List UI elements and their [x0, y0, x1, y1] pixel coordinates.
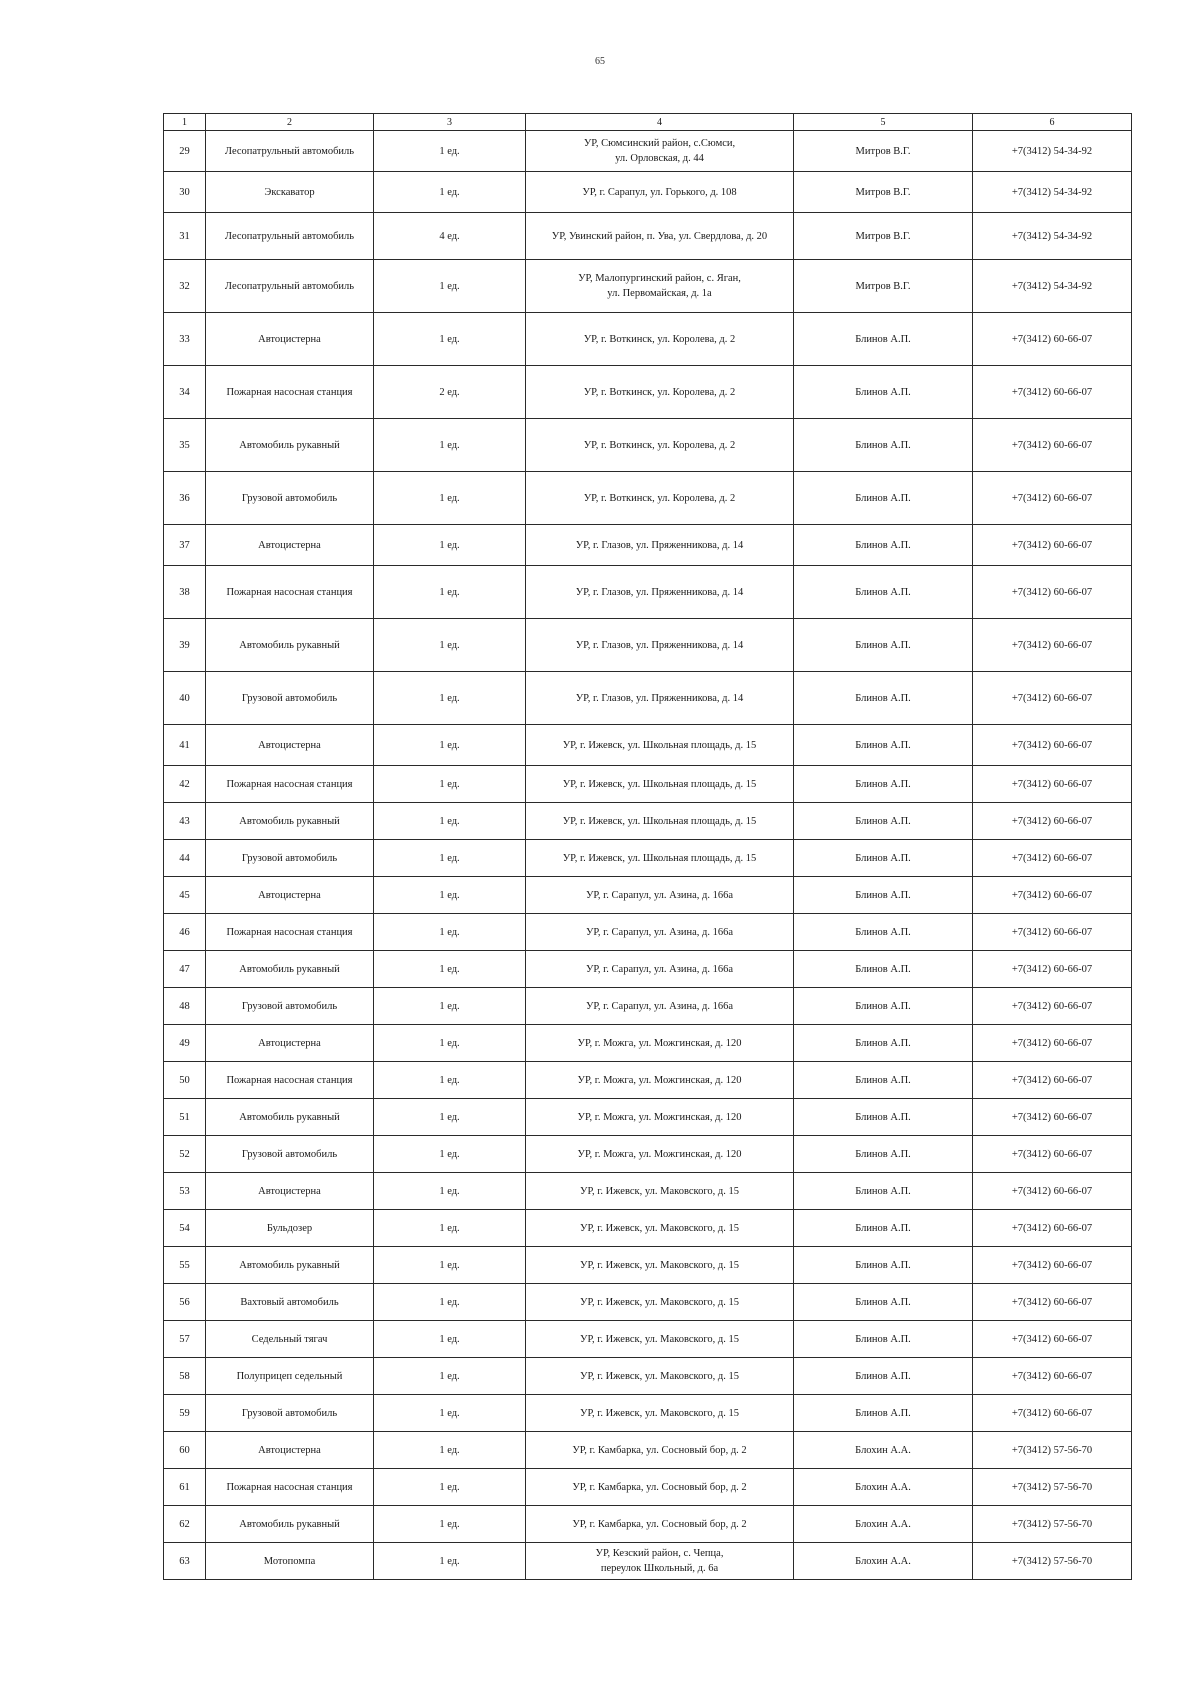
contact-phone: +7(3412) 60-66-07	[973, 1247, 1132, 1284]
equipment-name: Вахтовый автомобиль	[206, 1284, 374, 1321]
row-number: 30	[164, 172, 206, 213]
quantity: 1 ед.	[374, 1432, 526, 1469]
table-row	[164, 840, 1132, 877]
table-row	[164, 1543, 1132, 1580]
location-address: УР, г. Ижевск, ул. Школьная площадь, д. 15	[526, 766, 794, 803]
quantity: 1 ед.	[374, 766, 526, 803]
equipment-name: Автоцистерна	[206, 725, 374, 766]
location-address: УР, г. Воткинск, ул. Королева, д. 2	[526, 472, 794, 525]
responsible-person: Блинов А.П.	[794, 366, 973, 419]
quantity: 1 ед.	[374, 672, 526, 725]
table-row	[164, 951, 1132, 988]
quantity: 1 ед.	[374, 840, 526, 877]
equipment-name: Пожарная насосная станция	[206, 566, 374, 619]
location-address: УР, г. Ижевск, ул. Маковского, д. 15	[526, 1284, 794, 1321]
row-number: 46	[164, 914, 206, 951]
contact-phone: +7(3412) 60-66-07	[973, 1321, 1132, 1358]
responsible-person: Блинов А.П.	[794, 988, 973, 1025]
location-address: УР, г. Воткинск, ул. Королева, д. 2	[526, 366, 794, 419]
equipment-name: Автомобиль рукавный	[206, 1099, 374, 1136]
responsible-person: Блинов А.П.	[794, 840, 973, 877]
table-row	[164, 1284, 1132, 1321]
row-number: 54	[164, 1210, 206, 1247]
contact-phone: +7(3412) 60-66-07	[973, 366, 1132, 419]
equipment-name: Автомобиль рукавный	[206, 1506, 374, 1543]
table-row	[164, 619, 1132, 672]
location-address: УР, г. Сарапул, ул. Азина, д. 166а	[526, 988, 794, 1025]
quantity: 1 ед.	[374, 1506, 526, 1543]
table-row	[164, 877, 1132, 914]
row-number: 47	[164, 951, 206, 988]
responsible-person: Блохин А.А.	[794, 1432, 973, 1469]
contact-phone: +7(3412) 60-66-07	[973, 951, 1132, 988]
responsible-person: Блохин А.А.	[794, 1543, 973, 1580]
equipment-name: Автоцистерна	[206, 313, 374, 366]
contact-phone: +7(3412) 60-66-07	[973, 1099, 1132, 1136]
quantity: 1 ед.	[374, 1247, 526, 1284]
responsible-person: Блинов А.П.	[794, 1358, 973, 1395]
row-number: 32	[164, 260, 206, 313]
equipment-name: Автомобиль рукавный	[206, 619, 374, 672]
responsible-person: Блинов А.П.	[794, 419, 973, 472]
contact-phone: +7(3412) 54-34-92	[973, 260, 1132, 313]
row-number: 36	[164, 472, 206, 525]
row-number: 45	[164, 877, 206, 914]
responsible-person: Блинов А.П.	[794, 725, 973, 766]
quantity: 1 ед.	[374, 172, 526, 213]
location-address: УР, г. Глазов, ул. Пряженникова, д. 14	[526, 672, 794, 725]
responsible-person: Блинов А.П.	[794, 1247, 973, 1284]
location-address: УР, г. Ижевск, ул. Школьная площадь, д. 15	[526, 840, 794, 877]
row-number: 43	[164, 803, 206, 840]
row-number: 41	[164, 725, 206, 766]
location-address: УР, г. Камбарка, ул. Сосновый бор, д. 2	[526, 1506, 794, 1543]
table-row	[164, 725, 1132, 766]
quantity: 1 ед.	[374, 803, 526, 840]
location-address: УР, г. Ижевск, ул. Маковского, д. 15	[526, 1173, 794, 1210]
row-number: 39	[164, 619, 206, 672]
contact-phone: +7(3412) 60-66-07	[973, 1062, 1132, 1099]
location-address: УР, г. Сарапул, ул. Азина, д. 166а	[526, 914, 794, 951]
table-row	[164, 672, 1132, 725]
equipment-name: Автоцистерна	[206, 525, 374, 566]
table-header-row	[164, 114, 1132, 131]
row-number: 48	[164, 988, 206, 1025]
quantity: 1 ед.	[374, 131, 526, 172]
location-address: УР, г. Воткинск, ул. Королева, д. 2	[526, 313, 794, 366]
location-address: УР, г. Можга, ул. Можгинская, д. 120	[526, 1062, 794, 1099]
quantity: 1 ед.	[374, 1284, 526, 1321]
table-row	[164, 1358, 1132, 1395]
column-header: 5	[794, 114, 973, 131]
responsible-person: Митров В.Г.	[794, 172, 973, 213]
location-address: УР, Кезский район, с. Чепца, переулок Школьный, д. 6а	[526, 1543, 794, 1580]
column-header: 6	[973, 114, 1132, 131]
quantity: 1 ед.	[374, 877, 526, 914]
quantity: 1 ед.	[374, 1210, 526, 1247]
responsible-person: Блинов А.П.	[794, 472, 973, 525]
equipment-name: Автоцистерна	[206, 1432, 374, 1469]
table-row	[164, 766, 1132, 803]
responsible-person: Митров В.Г.	[794, 131, 973, 172]
responsible-person: Блинов А.П.	[794, 1321, 973, 1358]
quantity: 1 ед.	[374, 725, 526, 766]
location-address: УР, г. Можга, ул. Можгинская, д. 120	[526, 1136, 794, 1173]
contact-phone: +7(3412) 60-66-07	[973, 1173, 1132, 1210]
location-address: УР, Сюмсинский район, с.Сюмси, ул. Орловская, д. 44	[526, 131, 794, 172]
quantity: 1 ед.	[374, 1358, 526, 1395]
contact-phone: +7(3412) 57-56-70	[973, 1432, 1132, 1469]
row-number: 37	[164, 525, 206, 566]
responsible-person: Блинов А.П.	[794, 914, 973, 951]
contact-phone: +7(3412) 60-66-07	[973, 1358, 1132, 1395]
responsible-person: Блинов А.П.	[794, 1136, 973, 1173]
row-number: 35	[164, 419, 206, 472]
location-address: УР, г. Воткинск, ул. Королева, д. 2	[526, 419, 794, 472]
responsible-person: Блинов А.П.	[794, 566, 973, 619]
row-number: 61	[164, 1469, 206, 1506]
table-row	[164, 419, 1132, 472]
row-number: 56	[164, 1284, 206, 1321]
table-row	[164, 1173, 1132, 1210]
table-row	[164, 1025, 1132, 1062]
responsible-person: Митров В.Г.	[794, 260, 973, 313]
equipment-name: Экскаватор	[206, 172, 374, 213]
responsible-person: Блинов А.П.	[794, 951, 973, 988]
contact-phone: +7(3412) 57-56-70	[973, 1469, 1132, 1506]
row-number: 42	[164, 766, 206, 803]
quantity: 1 ед.	[374, 1136, 526, 1173]
contact-phone: +7(3412) 57-56-70	[973, 1543, 1132, 1580]
table-row	[164, 1247, 1132, 1284]
quantity: 1 ед.	[374, 1099, 526, 1136]
location-address: УР, г. Ижевск, ул. Маковского, д. 15	[526, 1358, 794, 1395]
row-number: 59	[164, 1395, 206, 1432]
table-row	[164, 172, 1132, 213]
location-address: УР, г. Ижевск, ул. Школьная площадь, д. 15	[526, 803, 794, 840]
responsible-person: Блохин А.А.	[794, 1506, 973, 1543]
contact-phone: +7(3412) 60-66-07	[973, 566, 1132, 619]
contact-phone: +7(3412) 60-66-07	[973, 1395, 1132, 1432]
table-row	[164, 1432, 1132, 1469]
table-row	[164, 803, 1132, 840]
equipment-name: Лесопатрульный автомобиль	[206, 260, 374, 313]
location-address: УР, г. Сарапул, ул. Азина, д. 166а	[526, 877, 794, 914]
location-address: УР, г. Глазов, ул. Пряженникова, д. 14	[526, 525, 794, 566]
location-address: УР, г. Камбарка, ул. Сосновый бор, д. 2	[526, 1432, 794, 1469]
equipment-name: Грузовой автомобиль	[206, 840, 374, 877]
responsible-person: Блинов А.П.	[794, 619, 973, 672]
responsible-person: Блинов А.П.	[794, 1025, 973, 1062]
row-number: 31	[164, 213, 206, 260]
quantity: 1 ед.	[374, 988, 526, 1025]
location-address: УР, г. Ижевск, ул. Маковского, д. 15	[526, 1395, 794, 1432]
contact-phone: +7(3412) 60-66-07	[973, 725, 1132, 766]
contact-phone: +7(3412) 60-66-07	[973, 877, 1132, 914]
responsible-person: Митров В.Г.	[794, 213, 973, 260]
equipment-name: Автомобиль рукавный	[206, 1247, 374, 1284]
responsible-person: Блинов А.П.	[794, 1173, 973, 1210]
location-address: УР, г. Можга, ул. Можгинская, д. 120	[526, 1099, 794, 1136]
equipment-name: Автомобиль рукавный	[206, 951, 374, 988]
quantity: 1 ед.	[374, 914, 526, 951]
contact-phone: +7(3412) 60-66-07	[973, 1025, 1132, 1062]
location-address: УР, г. Глазов, ул. Пряженникова, д. 14	[526, 619, 794, 672]
equipment-name: Автомобиль рукавный	[206, 419, 374, 472]
row-number: 62	[164, 1506, 206, 1543]
row-number: 49	[164, 1025, 206, 1062]
row-number: 33	[164, 313, 206, 366]
equipment-name: Пожарная насосная станция	[206, 914, 374, 951]
row-number: 63	[164, 1543, 206, 1580]
contact-phone: +7(3412) 54-34-92	[973, 131, 1132, 172]
equipment-name: Лесопатрульный автомобиль	[206, 213, 374, 260]
table-row	[164, 472, 1132, 525]
contact-phone: +7(3412) 60-66-07	[973, 1210, 1132, 1247]
table-row	[164, 1321, 1132, 1358]
location-address: УР, Увинский район, п. Ува, ул. Свердлова, д. 20	[526, 213, 794, 260]
contact-phone: +7(3412) 60-66-07	[973, 914, 1132, 951]
quantity: 1 ед.	[374, 1543, 526, 1580]
contact-phone: +7(3412) 54-34-92	[973, 213, 1132, 260]
row-number: 57	[164, 1321, 206, 1358]
equipment-name: Лесопатрульный автомобиль	[206, 131, 374, 172]
quantity: 1 ед.	[374, 566, 526, 619]
row-number: 50	[164, 1062, 206, 1099]
quantity: 1 ед.	[374, 525, 526, 566]
equipment-name: Грузовой автомобиль	[206, 472, 374, 525]
column-header: 2	[206, 114, 374, 131]
quantity: 1 ед.	[374, 260, 526, 313]
table-row	[164, 366, 1132, 419]
equipment-name: Пожарная насосная станция	[206, 1469, 374, 1506]
contact-phone: +7(3412) 60-66-07	[973, 672, 1132, 725]
table-row	[164, 525, 1132, 566]
equipment-name: Автомобиль рукавный	[206, 803, 374, 840]
responsible-person: Блинов А.П.	[794, 1395, 973, 1432]
contact-phone: +7(3412) 60-66-07	[973, 472, 1132, 525]
row-number: 34	[164, 366, 206, 419]
equipment-name: Грузовой автомобиль	[206, 1136, 374, 1173]
table-row	[164, 1062, 1132, 1099]
quantity: 4 ед.	[374, 213, 526, 260]
quantity: 1 ед.	[374, 1173, 526, 1210]
contact-phone: +7(3412) 60-66-07	[973, 419, 1132, 472]
row-number: 60	[164, 1432, 206, 1469]
row-number: 52	[164, 1136, 206, 1173]
row-number: 29	[164, 131, 206, 172]
equipment-name: Грузовой автомобиль	[206, 988, 374, 1025]
column-header: 4	[526, 114, 794, 131]
row-number: 51	[164, 1099, 206, 1136]
location-address: УР, г. Ижевск, ул. Маковского, д. 15	[526, 1210, 794, 1247]
table-row	[164, 1469, 1132, 1506]
row-number: 38	[164, 566, 206, 619]
contact-phone: +7(3412) 60-66-07	[973, 525, 1132, 566]
contact-phone: +7(3412) 60-66-07	[973, 1284, 1132, 1321]
contact-phone: +7(3412) 60-66-07	[973, 766, 1132, 803]
row-number: 53	[164, 1173, 206, 1210]
table-row	[164, 1099, 1132, 1136]
responsible-person: Блинов А.П.	[794, 877, 973, 914]
contact-phone: +7(3412) 54-34-92	[973, 172, 1132, 213]
row-number: 55	[164, 1247, 206, 1284]
row-number: 58	[164, 1358, 206, 1395]
contact-phone: +7(3412) 60-66-07	[973, 840, 1132, 877]
location-address: УР, г. Ижевск, ул. Маковского, д. 15	[526, 1321, 794, 1358]
column-header: 1	[164, 114, 206, 131]
table-row	[164, 1136, 1132, 1173]
quantity: 2 ед.	[374, 366, 526, 419]
table-row	[164, 1395, 1132, 1432]
responsible-person: Блинов А.П.	[794, 1210, 973, 1247]
contact-phone: +7(3412) 60-66-07	[973, 619, 1132, 672]
location-address: УР, г. Можга, ул. Можгинская, д. 120	[526, 1025, 794, 1062]
table-row	[164, 260, 1132, 313]
table-row	[164, 1506, 1132, 1543]
location-address: УР, г. Сарапул, ул. Горького, д. 108	[526, 172, 794, 213]
equipment-name: Седельный тягач	[206, 1321, 374, 1358]
equipment-name: Автоцистерна	[206, 1025, 374, 1062]
responsible-person: Блинов А.П.	[794, 672, 973, 725]
equipment-name: Грузовой автомобиль	[206, 1395, 374, 1432]
table-row	[164, 1210, 1132, 1247]
table-row	[164, 566, 1132, 619]
quantity: 1 ед.	[374, 1062, 526, 1099]
row-number: 44	[164, 840, 206, 877]
quantity: 1 ед.	[374, 951, 526, 988]
contact-phone: +7(3412) 60-66-07	[973, 1136, 1132, 1173]
contact-phone: +7(3412) 57-56-70	[973, 1506, 1132, 1543]
equipment-name: Автоцистерна	[206, 1173, 374, 1210]
quantity: 1 ед.	[374, 313, 526, 366]
table-row	[164, 914, 1132, 951]
quantity: 1 ед.	[374, 1469, 526, 1506]
equipment-name: Полуприцеп седельный	[206, 1358, 374, 1395]
quantity: 1 ед.	[374, 1025, 526, 1062]
location-address: УР, г. Ижевск, ул. Маковского, д. 15	[526, 1247, 794, 1284]
responsible-person: Блинов А.П.	[794, 525, 973, 566]
equipment-name: Грузовой автомобиль	[206, 672, 374, 725]
equipment-name: Пожарная насосная станция	[206, 1062, 374, 1099]
responsible-person: Блинов А.П.	[794, 1284, 973, 1321]
quantity: 1 ед.	[374, 1395, 526, 1432]
column-header: 3	[374, 114, 526, 131]
equipment-name: Бульдозер	[206, 1210, 374, 1247]
page-number: 65	[595, 56, 605, 67]
row-number: 40	[164, 672, 206, 725]
contact-phone: +7(3412) 60-66-07	[973, 313, 1132, 366]
table-row	[164, 213, 1132, 260]
responsible-person: Блохин А.А.	[794, 1469, 973, 1506]
responsible-person: Блинов А.П.	[794, 803, 973, 840]
location-address: УР, Малопургинский район, с. Яган, ул. Первомайская, д. 1а	[526, 260, 794, 313]
responsible-person: Блинов А.П.	[794, 1099, 973, 1136]
equipment-name: Мотопомпа	[206, 1543, 374, 1580]
quantity: 1 ед.	[374, 1321, 526, 1358]
equipment-name: Автоцистерна	[206, 877, 374, 914]
location-address: УР, г. Ижевск, ул. Школьная площадь, д. 15	[526, 725, 794, 766]
contact-phone: +7(3412) 60-66-07	[973, 803, 1132, 840]
table-body	[164, 131, 1132, 1580]
responsible-person: Блинов А.П.	[794, 313, 973, 366]
quantity: 1 ед.	[374, 619, 526, 672]
location-address: УР, г. Сарапул, ул. Азина, д. 166а	[526, 951, 794, 988]
responsible-person: Блинов А.П.	[794, 1062, 973, 1099]
equipment-name: Пожарная насосная станция	[206, 366, 374, 419]
responsible-person: Блинов А.П.	[794, 766, 973, 803]
quantity: 1 ед.	[374, 419, 526, 472]
table-row	[164, 313, 1132, 366]
contact-phone: +7(3412) 60-66-07	[973, 988, 1132, 1025]
equipment-table	[163, 113, 1132, 1580]
quantity: 1 ед.	[374, 472, 526, 525]
location-address: УР, г. Глазов, ул. Пряженникова, д. 14	[526, 566, 794, 619]
table-row	[164, 988, 1132, 1025]
location-address: УР, г. Камбарка, ул. Сосновый бор, д. 2	[526, 1469, 794, 1506]
equipment-name: Пожарная насосная станция	[206, 766, 374, 803]
table-row	[164, 131, 1132, 172]
